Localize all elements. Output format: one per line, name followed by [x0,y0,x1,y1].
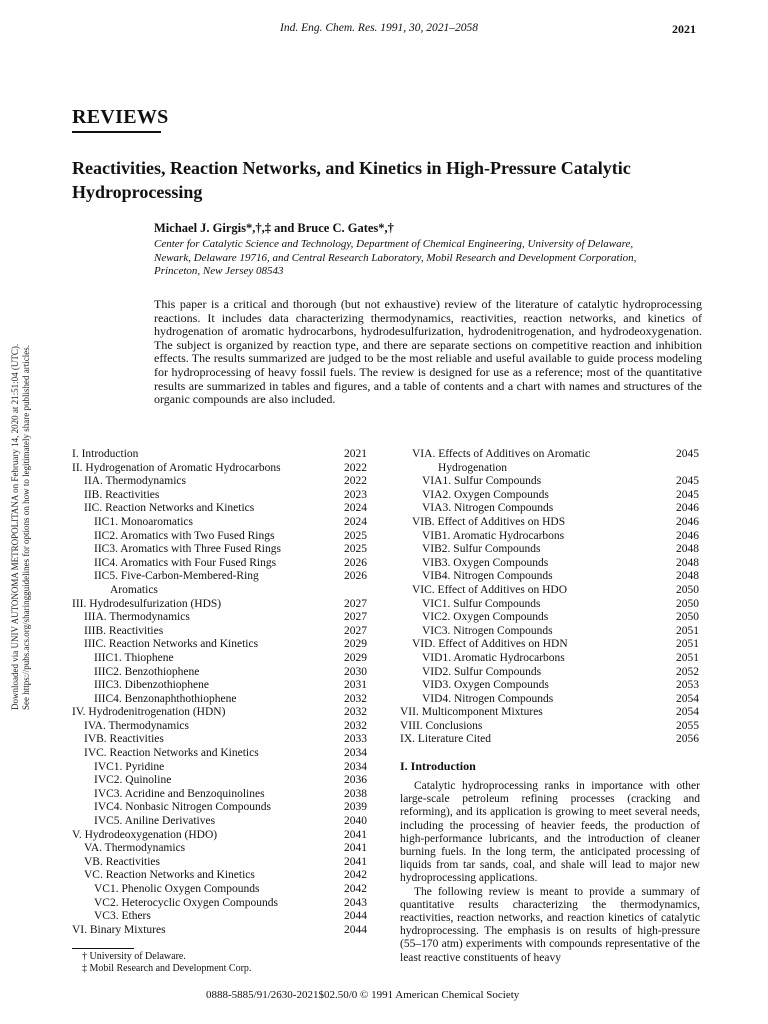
footnote: † University of Delaware. [82,951,186,962]
toc-entry [72,489,372,503]
toc-entry-label: VIC1. Sulfur Compounds [422,597,541,610]
toc-entry-label: IIIB. Reactivities [84,624,164,637]
toc-entry-label: VID3. Oxygen Compounds [422,679,549,692]
toc-entry-label: IIC3. Aromatics with Three Fused Rings [94,543,281,556]
toc-entry-label: Hydrogenation [438,461,507,474]
toc-entry [72,557,372,571]
toc-entry-page: 2044 [344,923,367,936]
toc-entry-page: 2024 [344,502,367,515]
toc-entry-label: IIA. Thermodynamics [84,475,186,488]
toc-entry-label: VIB2. Sulfur Compounds [422,543,541,556]
toc-entry [72,910,372,924]
toc-entry-label: VID2. Sulfur Compounds [422,665,542,678]
toc-entry-label: VID. Effect of Additives on HDN [412,638,568,651]
toc-entry-label: IIIC2. Benzothiophene [94,665,200,678]
toc-entry-page: 2042 [344,869,367,882]
toc-entry [400,625,710,639]
intro-paragraph: The following review is meant to provide a summary of quantitative results characterizing the thermodynamics, reactivities, reaction networks, and reaction kinetics of catalytic hydroprocessing. The emphasis is on results of high-pressure (55–170 atm) experiments with compounds representative of the least reactive constituents of heavy [400,885,700,964]
affiliation: Center for Catalytic Science and Technology, Department of Chemical Engineering, University of Delaware, Newark, Delaware 19716, and Central Research Laboratory, Mobil Research and Development Corporation, Princeton, New Jersey 08543 [154,238,637,277]
toc-entry-page: 2048 [676,556,699,569]
toc-right-column [400,448,710,747]
toc-entry [72,502,372,516]
toc-entry [400,557,710,571]
toc-entry [400,693,710,707]
toc-entry [400,516,710,530]
toc-entry-page: 2034 [344,747,367,760]
toc-entry-label: IIC1. Monoaromatics [94,515,194,528]
toc-entry-page: 2054 [676,706,699,719]
toc-entry-label: IVB. Reactivities [84,733,164,746]
toc-entry-page: 2040 [344,815,367,828]
toc-entry-label: II. Hydrogenation of Aromatic Hydrocarbons [72,461,281,474]
toc-entry-label: VIC. Effect of Additives on HDO [412,583,568,596]
toc-entry-label: IIC2. Aromatics with Two Fused Rings [94,529,275,542]
toc-entry-label: VB. Reactivities [84,855,161,868]
toc-entry [72,666,372,680]
toc-entry-page: 2039 [344,801,367,814]
toc-entry [400,611,710,625]
toc-entry-page: 2041 [344,855,367,868]
toc-entry-label: VII. Multicomponent Mixtures [400,706,543,719]
toc-entry [400,652,710,666]
toc-entry [72,856,372,870]
toc-entry [400,462,710,476]
toc-entry [72,747,372,761]
toc-entry-label: VI. Binary Mixtures [72,923,166,936]
toc-entry [72,842,372,856]
toc-entry-label: III. Hydrodesulfurization (HDS) [72,597,222,610]
toc-entry [72,774,372,788]
toc-entry-page: 2038 [344,787,367,800]
toc-entry [72,625,372,639]
toc-entry-label: VA. Thermodynamics [84,842,186,855]
toc-entry-page: 2048 [676,570,699,583]
toc-entry [72,829,372,843]
toc-entry [72,543,372,557]
intro-heading: I. Introduction [400,759,476,773]
toc-entry [72,693,372,707]
toc-entry-label: VIII. Conclusions [400,719,483,732]
intro-paragraph: Catalytic hydroprocessing ranks in importance with other large-scale petroleum refining processes (cracking and reforming), and its application is growing to meet several needs, including the processing of heavier feeds, the production of high-performance lubricants, and the introduction of cleaner burning fuels. In the long term, the anticipated processing of liquids from tar sands, coal, and shale will lead to major new hydroprocessing applications. [400,780,700,885]
toc-entry [72,611,372,625]
toc-entry-page: 2029 [344,638,367,651]
authors: Michael J. Girgis*,†,‡ and Bruce C. Gates*,† [154,221,394,235]
toc-entry [400,543,710,557]
toc-entry-label: IIC. Reaction Networks and Kinetics [84,502,255,515]
toc-entry-label: VIA. Effects of Additives on Aromatic [412,448,591,460]
toc-entry-label: IIC4. Aromatics with Four Fused Rings [94,556,277,569]
toc-entry-page: 2033 [344,733,367,746]
toc-entry-label: IIIC4. Benzonaphthothiophene [94,692,237,705]
toc-entry-page: 2051 [676,651,699,664]
toc-entry-label: VIB. Effect of Additives on HDS [412,515,566,528]
toc-entry [400,489,710,503]
footnotes [82,951,251,975]
toc-entry [72,516,372,530]
toc-entry-page: 2050 [676,597,699,610]
toc-entry-page: 2044 [344,910,367,923]
section-label: REVIEWS [72,106,169,128]
toc-entry-page: 2027 [344,597,367,610]
toc-entry-label: VIC2. Oxygen Compounds [422,611,549,624]
toc-entry-label: Aromatics [110,583,158,596]
toc-entry-page: 2055 [676,719,699,732]
toc-entry-label: IVC4. Nonbasic Nitrogen Compounds [94,801,271,814]
toc-entry [72,530,372,544]
toc-entry [72,788,372,802]
toc-entry-label: VIA1. Sulfur Compounds [422,475,542,488]
toc-entry-page: 2046 [676,529,699,542]
toc-entry-page: 2027 [344,611,367,624]
journal-citation: Ind. Eng. Chem. Res. 1991, 30, 2021–2058 [280,22,479,34]
toc-entry-label: IIIA. Thermodynamics [84,611,190,624]
toc-entry-label: VIC3. Nitrogen Compounds [422,624,553,637]
toc-entry [72,570,372,584]
toc-entry-page: 2029 [344,651,367,664]
toc-entry-label: VC. Reaction Networks and Kinetics [84,869,255,882]
toc-entry-label: VIB4. Nitrogen Compounds [422,570,553,583]
toc-entry-page: 2042 [344,883,367,895]
article-title: Reactivities, Reaction Networks, and Kinetics in High-Pressure Catalytic Hydroprocessing [72,158,631,202]
toc-entry-page: 2032 [344,719,367,732]
toc-entry-label: VC1. Phenolic Oxygen Compounds [94,883,260,895]
toc-entry-label: IVA. Thermodynamics [84,719,189,732]
toc-entry [400,530,710,544]
toc-entry-page: 2056 [676,733,699,746]
toc-entry [400,584,710,598]
toc-entry [72,652,372,666]
page-number: 2021 [672,22,696,36]
toc-entry-label: VC3. Ethers [94,910,151,923]
toc-entry-label: VIA2. Oxygen Compounds [422,488,549,501]
toc-entry-page: 2046 [676,502,699,515]
toc-entry-page: 2052 [676,665,699,678]
download-note-text: Downloaded via UNIV AUTONOMA METROPOLITANA on February 14, 2020 at 21:51:04 (UTC). See https://pubs.acs.org/sharingguidelines for options on how to legitimately share published articles. [10,343,31,710]
toc-entry-page: 2023 [344,488,367,501]
abstract: This paper is a critical and thorough (but not exhaustive) review of the literature of catalytic hydroprocessing reactions. It includes data characterizing thermodynamics, reactivities, reaction networks, and kinetics of hydrogenation of aromatic hydrocarbons, hydrodesulfurization, hydrodenitrogenation, and hydrodeoxygenation. The subject is organized by reaction type, and there are separate sections on competitive reaction and inhibition effects. The results summarized are judged to be the most reliable and useful available to guide process modeling for hydroprocessing of heavy fossil fuels. The review is designed for use as a reference; most of the quantitative results are summarized in tables and figures, and a table of contents and a chart with names and structures of the organic compounds are also included. [154,297,702,407]
toc-entry-label: IX. Literature Cited [400,733,492,746]
toc-entry-label: IVC. Reaction Networks and Kinetics [84,747,259,760]
toc-entry [400,733,710,747]
toc-entry-page: 2030 [344,665,367,678]
toc-entry [72,584,372,598]
footnote-rule [72,948,134,949]
toc-entry-page: 2032 [344,706,367,719]
toc-entry-page: 2024 [344,515,367,528]
toc-entry [72,897,372,911]
toc-entry-label: I. Introduction [72,448,139,460]
toc-entry [400,502,710,516]
toc-entry-page: 2046 [676,515,699,528]
toc-entry [72,475,372,489]
toc-entry [72,883,372,897]
toc-entry-page: 2025 [344,529,367,542]
toc-entry [400,475,710,489]
toc-entry [72,733,372,747]
toc-entry-label: VIB1. Aromatic Hydrocarbons [422,529,565,542]
toc-entry-label: IIC5. Five-Carbon-Membered-Ring [94,570,259,583]
toc-entry-page: 2050 [676,611,699,624]
toc-entry [72,761,372,775]
toc-entry-page: 2031 [344,679,367,692]
toc-entry [72,638,372,652]
toc-entry-page: 2032 [344,692,367,705]
toc-entry-page: 2026 [344,570,367,583]
toc-entry-page: 2041 [344,828,367,841]
footnote: ‡ Mobil Research and Development Corp. [82,963,252,974]
copyright-footer: 0888-5885/91/2630-2021$02.50/0 © 1991 American Chemical Society [206,989,520,1001]
toc-entry [400,638,710,652]
toc-entry-page: 2045 [676,475,699,488]
toc-entry-page: 2022 [344,461,367,474]
toc-entry-page: 2036 [344,774,367,787]
toc-entry-label: IIIC. Reaction Networks and Kinetics [84,638,259,651]
toc-entry [72,706,372,720]
toc-entry [72,679,372,693]
toc-entry-label: V. Hydrodeoxygenation (HDO) [72,828,218,841]
download-note [4,300,36,710]
toc-entry-label: IVC3. Acridine and Benzoquinolines [94,787,265,800]
toc-entry-label: IVC5. Aniline Derivatives [94,815,216,828]
toc-entry-page: 2025 [344,543,367,556]
toc-entry-page: 2041 [344,842,367,855]
toc-left-column [72,448,372,937]
toc-entry [72,924,372,938]
toc-entry [72,720,372,734]
toc-entry-label: IIIC3. Dibenzothiophene [94,679,209,692]
toc-entry [400,598,710,612]
toc-entry [400,706,710,720]
toc-entry [400,570,710,584]
toc-entry-label: IV. Hydrodenitrogenation (HDN) [72,706,226,719]
toc-entry-label: IVC1. Pyridine [94,760,165,773]
toc-entry-page: 2050 [676,583,699,596]
toc-entry [400,679,710,693]
toc-entry-page: 2051 [676,624,699,637]
toc-entry-label: VIA3. Nitrogen Compounds [422,502,554,515]
toc-entry-label: IIB. Reactivities [84,488,160,501]
toc-entry-label: VID1. Aromatic Hydrocarbons [422,651,565,664]
toc-entry-page: 2027 [344,624,367,637]
toc-entry-page: 2045 [676,448,699,460]
toc-entry-page: 2026 [344,556,367,569]
toc-entry-page: 2034 [344,760,367,773]
toc-entry-page: 2045 [676,488,699,501]
toc-entry-label: VID4. Nitrogen Compounds [422,692,554,705]
toc-entry [72,815,372,829]
toc-entry [72,462,372,476]
toc-entry [400,720,710,734]
intro-body [400,780,700,965]
toc-entry-page: 2043 [344,896,367,909]
toc-entry-page: 2048 [676,543,699,556]
toc-entry-label: IIIC1. Thiophene [94,651,174,664]
toc-entry-page: 2021 [344,448,367,460]
toc-entry-page: 2051 [676,638,699,651]
toc-entry-label: IVC2. Quinoline [94,774,172,787]
toc-entry [400,448,710,462]
toc-entry-page: 2053 [676,679,699,692]
toc-entry-label: VC2. Heterocyclic Oxygen Compounds [94,896,278,909]
toc-entry [72,448,372,462]
toc-entry [72,801,372,815]
toc-entry [400,666,710,680]
section-rule [72,131,161,133]
toc-entry-page: 2022 [344,475,367,488]
toc-entry [72,598,372,612]
toc-entry [72,869,372,883]
toc-entry-label: VIB3. Oxygen Compounds [422,556,549,569]
toc-entry-page: 2054 [676,692,699,705]
